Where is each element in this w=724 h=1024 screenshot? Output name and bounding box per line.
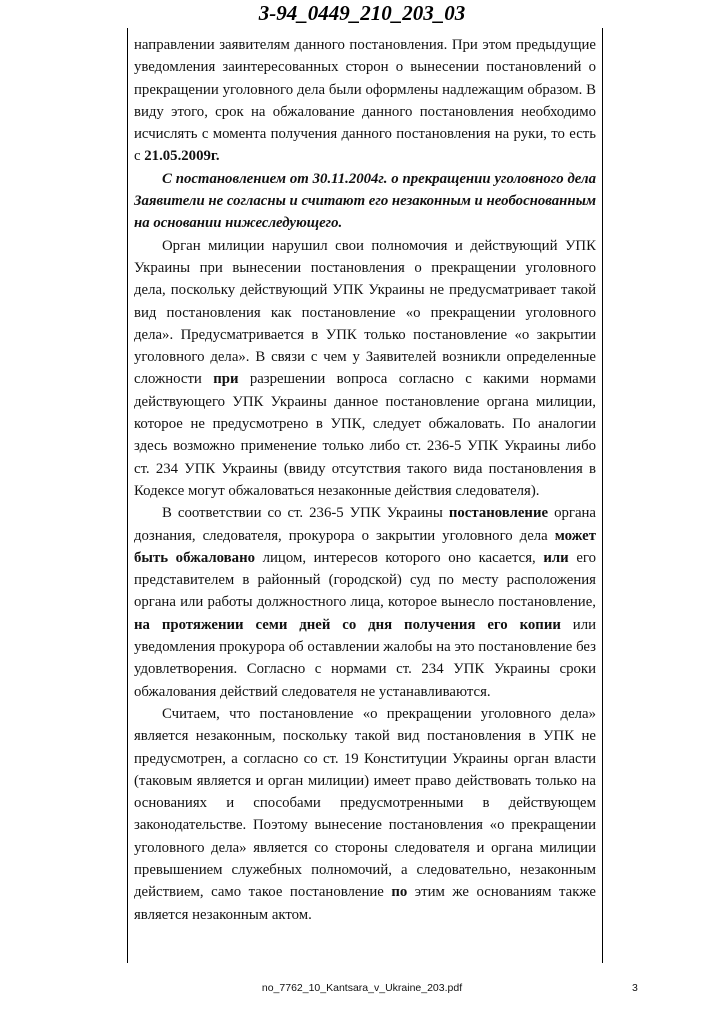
disagreement-statement: С постановлением от 30.11.2004г. о прекращении уголовного дела Заявители не согласны и считают его незаконным и необоснованным на основании нижеследующего.	[134, 170, 596, 232]
paragraph-text-segment: его представителем в районный (городской) суд по месту расположения органа или работы должностного лица, которое вынесло постановление,	[134, 549, 596, 611]
receipt-date: 21.05.2009г.	[144, 148, 220, 165]
paragraph-appeal-procedure	[134, 502, 596, 703]
page-footer	[0, 982, 724, 998]
bold-segment: по	[391, 884, 408, 901]
paragraph-text-segment: разрешении вопроса согласно с какими нормами действующего УПК Украины данное постановление органа милиции, которое не предусмотрено в УПК, следует обжаловать. По аналогии здесь возможно применение только либо ст. 236-5 УПК Украины либо ст. 234 УПК Украины (ввиду отсутствия такого вида постановления в Кодексе могут обжаловаться незаконные действия следователя).	[134, 371, 596, 499]
bold-segment: постановление	[448, 505, 549, 522]
paragraph-text-segment: Считаем, что постановление «о прекращении уголовного дела» является незаконным, поскольку такой вид постановления в УПК не предусмотрен, а согласно со ст. 19 Конституции Украины орган власти (таковым является и орган милиции) имеет право действовать только на основаниях и способами предусмотренными в действующем законодательстве. Поэтому вынесение постановления «о прекращении уголовного дела» является со стороны следователя и органа милиции превышением служебных полномочий, а следовательно, незаконным действием, само такое постановление	[134, 705, 596, 901]
document-body	[134, 34, 596, 926]
paragraph-conclusion	[134, 703, 596, 926]
paragraph-police-violation	[134, 235, 596, 503]
paragraph-text-segment: или уведомления прокурора об оставлении жалобы на это постановление без удовлетворения. Согласно с нормами ст. 234 УПК Украины сроки обжалования действий следователя не устанавливаются.	[134, 616, 596, 700]
bold-segment: на протяжении семи дней со дня получения его копии	[134, 616, 561, 633]
bold-segment: при	[213, 371, 239, 388]
paragraph-text-segment: В соответствии со ст. 236-5 УПК Украины	[162, 505, 449, 522]
bold-segment: может быть обжаловано	[134, 527, 596, 566]
paragraph-disagreement	[134, 168, 596, 235]
paragraph-deadline	[134, 34, 596, 168]
footer-page-number: 3	[632, 982, 638, 994]
paragraph-text-segment: лицом, интересов которого оно касается,	[255, 549, 544, 566]
paragraph-text-segment: органа дознания, следователя, прокурора о закрытии уголовного дела	[134, 505, 597, 544]
bold-segment: или	[543, 549, 569, 566]
document-id-header: 3-94_0449_210_203_03	[258, 1, 466, 25]
paragraph-deadline-text: направлении заявителям данного постановления. При этом предыдущие уведомления заинтересованных сторон о вынесении постановлений о прекращении уголовного дела были оформлены надлежащим образом. В виду этого, срок на обжалование данного постановления необходимо исчислять с момента получения данного постановления на руки, то есть с	[134, 37, 596, 165]
paragraph-text-segment: этим же основаниям также является незаконным актом.	[134, 884, 596, 923]
paragraph-text-segment: Орган милиции нарушил свои полномочия и действующий УПК Украины при вынесении постановления о прекращении уголовного дела, поскольку действующий УПК Украины не предусматривает такой вид постановления как постановление «о прекращении уголовного дела». Предусматривается в УПК только постановление «о закрытии уголовного дела». В связи с чем у Заявителей возникли определенные сложности	[134, 237, 596, 388]
footer-filename: no_7762_10_Kantsara_v_Ukraine_203.pdf	[261, 982, 463, 994]
